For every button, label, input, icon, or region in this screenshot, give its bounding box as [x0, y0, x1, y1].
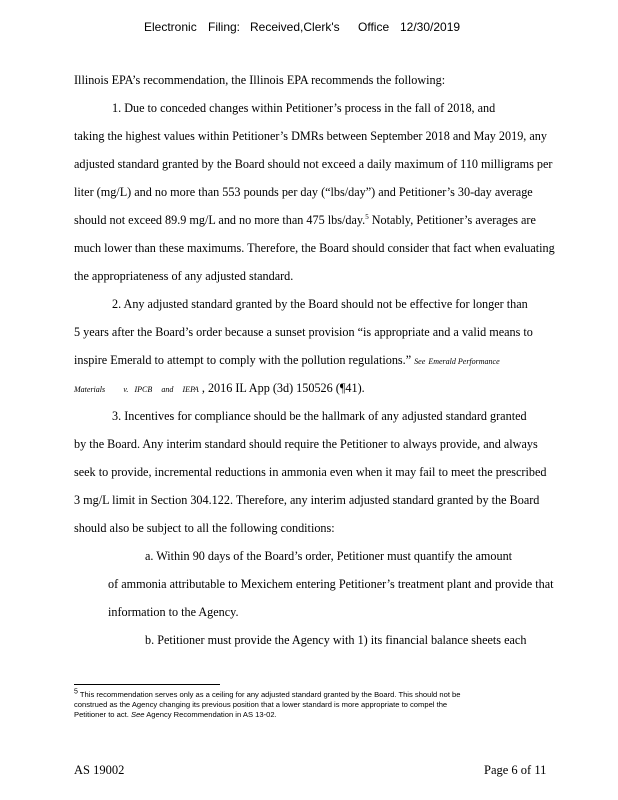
- body-line: of ammonia attributable to Mexichem entering Petitioner’s treatment plant and provide that: [108, 577, 554, 591]
- header-date: 12/30/2019: [400, 20, 461, 34]
- body-line: should also be subject to all the following conditions:: [74, 521, 335, 535]
- body-line: much lower than these maximums. Therefore, the Board should consider that fact when evaluating: [74, 241, 555, 255]
- footnote-line: construed as the Agency changing its previous position that a lower standard is more appropriate to compel the: [74, 700, 448, 709]
- body-text: should not exceed 89.9 mg/L and no more than 475 lbs/day.: [74, 213, 366, 227]
- citation-and: and: [161, 385, 174, 394]
- footnote-see: See: [131, 710, 145, 719]
- body-line-with-citation: [74, 353, 500, 369]
- body-text: inspire Emerald to attempt to comply with the pollution regulations.”: [74, 353, 412, 367]
- body-line: by the Board. Any interim standard should require the Petitioner to always provide, and always: [74, 437, 538, 451]
- header-electronic: Electronic: [144, 20, 197, 34]
- body-line: 5 years after the Board’s order because a sunset provision “is appropriate and a valid means to: [74, 325, 533, 339]
- body-line: taking the highest values within Petitioner’s DMRs between September 2018 and May 2019, any: [74, 129, 547, 143]
- citation-see: See: [414, 357, 426, 366]
- footer-docket: AS 19002: [74, 763, 125, 777]
- citation-case: Materials: [74, 385, 106, 394]
- body-line: b. Petitioner must provide the Agency with 1) its financial balance sheets each: [145, 633, 527, 647]
- body-line: information to the Agency.: [108, 605, 239, 619]
- citation-line: [74, 381, 365, 397]
- citation-v: v.: [123, 385, 129, 394]
- body-line-with-footnote: [74, 213, 536, 227]
- body-line: 3. Incentives for compliance should be the hallmark of any adjusted standard granted: [112, 409, 527, 423]
- body-line: Illinois EPA’s recommendation, the Illinois EPA recommends the following:: [74, 73, 446, 87]
- header-received: Received,Clerk's: [250, 20, 340, 34]
- header-office: Office: [358, 20, 390, 34]
- citation-iepa: IEPA: [182, 385, 199, 394]
- footnote-marker: 5: [365, 212, 369, 221]
- body-line: a. Within 90 days of the Board’s order, Petitioner must quantify the amount: [145, 549, 513, 563]
- footer-page-number: Page 6 of 11: [484, 763, 547, 777]
- footnote-line: 5 This recommendation serves only as a ceiling for any adjusted standard granted by the Board. This should not be: [74, 688, 461, 699]
- citation-ipcb: IPCB: [134, 385, 153, 394]
- citation-reporter: , 2016 IL App (3d) 150526 (¶41).: [201, 381, 365, 395]
- citation-case: Emerald Performance: [428, 357, 500, 366]
- footnote-divider: [74, 684, 220, 685]
- header-filing: Filing:: [208, 20, 241, 34]
- body-line: 3 mg/L limit in Section 304.122. Therefore, any interim adjusted standard granted by the Board: [74, 493, 540, 507]
- footnote-number: 5: [74, 688, 78, 696]
- body-line: 1. Due to conceded changes within Petitioner’s process in the fall of 2018, and: [112, 101, 496, 115]
- body-line: seek to provide, incremental reductions in ammonia even when it may fail to meet the prescribed: [74, 465, 547, 479]
- body-line: liter (mg/L) and no more than 553 pounds per day (“lbs/day”) and Petitioner’s 30-day average: [74, 185, 533, 199]
- body-line: 2. Any adjusted standard granted by the Board should not be effective for longer than: [112, 297, 528, 311]
- body-line: the appropriateness of any adjusted standard.: [74, 269, 294, 283]
- body-text: Notably, Petitioner’s averages are: [368, 213, 536, 227]
- footnote-line: Petitioner to act. See Agency Recommendation in AS 13-02.: [74, 710, 277, 719]
- body-line: adjusted standard granted by the Board should not exceed a daily maximum of 110 milligrams per: [74, 157, 553, 171]
